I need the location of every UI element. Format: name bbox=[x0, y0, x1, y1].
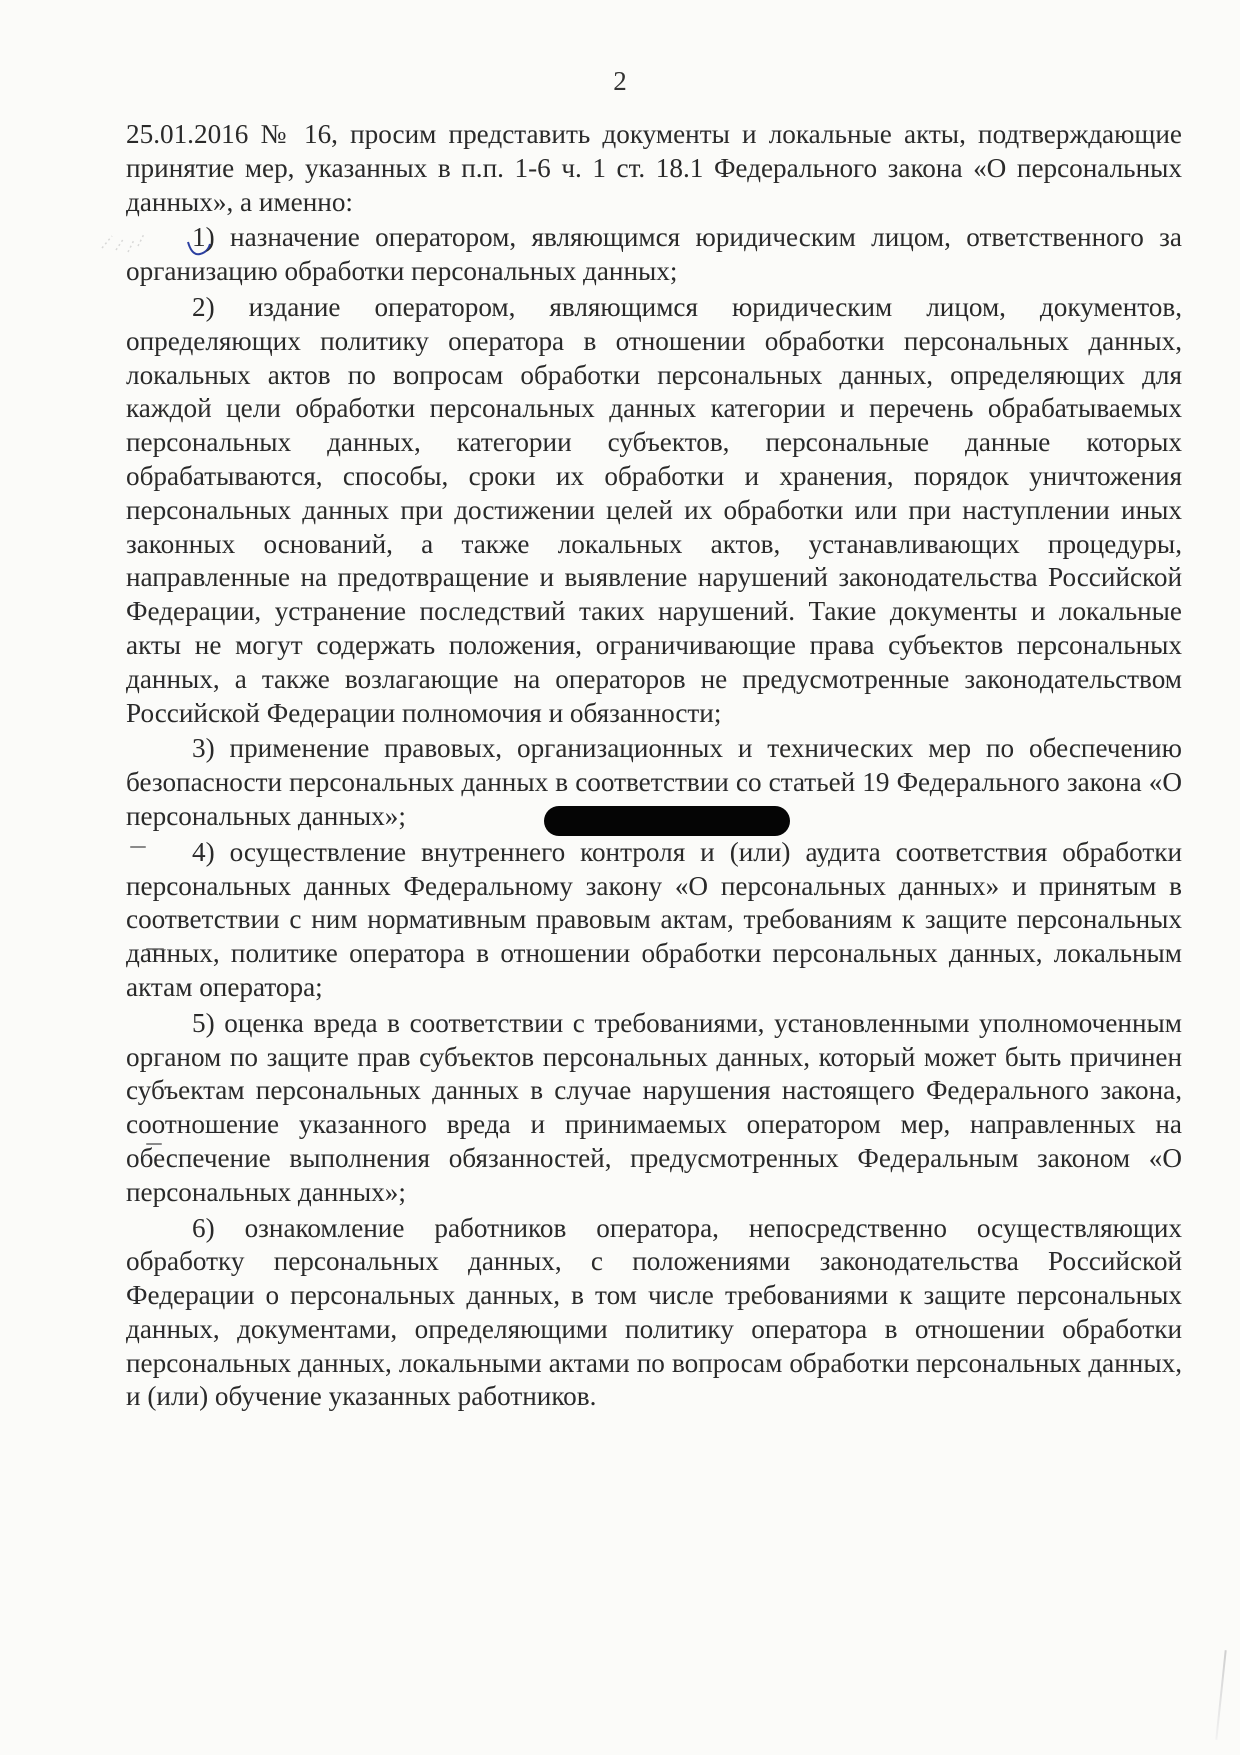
intro-paragraph: 25.01.2016 № 16, просим представить документы и локальные акты, подтверждающие принятие мер, указанных в п.п. 1-6 ч. 1 ст. 18.1 Федерального закона «О персональных данных», а именно: bbox=[126, 119, 1182, 217]
list-item: 4) осуществление внутреннего контроля и (или) аудита соответствия обработки персональных данных Федеральному закону «О персональных данных» и принятым в соответствии с ним нормативным правовым актам, требованиям к защите персональных данных, политике оператора в отношении обработки персональных данных, локальным актам оператора; bbox=[126, 836, 1182, 1002]
list-item: 1) назначение оператором, являющимся юридическим лицом, ответственного за организацию обработки персональных данных; bbox=[126, 222, 1182, 287]
page-number: 2 bbox=[613, 66, 627, 96]
list-item: 6) ознакомление работников оператора, непосредственно осуществляющих обработку персональных данных, с положениями законодательства Российской Федерации о персональных данных, в том числе требованиями к защите персональных данных, документами, определяющими политику оператора в отношении обработки персональных данных, локальными актами по вопросам обработки персональных данных, и (или) обучение указанных работников. bbox=[126, 1212, 1182, 1412]
list-item: 2) издание оператором, являющимся юридическим лицом, документов, определяющих политику оператора в отношении обработки персональных данных, локальных актов по вопросам обработки персональных данных, определяющих для каждой цели обработки персональных данных категории и перечень обрабатываемых персональных данных, категории субъектов, персональные данные которых обрабатываются, способы, сроки их обработки и хранения, порядок уничтожения персональных данных при достижении целей их обработки или при наступлении иных законных оснований, а также локальных актов, устанавливающих процедуры, направленные на предотвращение и выявление нарушений законодательства Российской Федерации, устранение последствий таких нарушений. Такие документы и локальные акты не могут содержать положения, ограничивающие права субъектов персональных данных, а также возлагающие на операторов не предусмотренные законодательством Российской Федерации полномочия и обязанности; bbox=[126, 291, 1182, 728]
list-item: 3) применение правовых, организационных и технических мер по обеспечению безопасности персональных данных в соответствии со статьей 19 Федерального закона «О персональных данных»; bbox=[126, 733, 1182, 831]
scan-edge-line bbox=[1215, 1650, 1226, 1740]
redaction-block bbox=[544, 806, 790, 836]
document-body bbox=[126, 118, 1182, 1416]
list-item: 5) оценка вреда в соответствии с требованиями, установленными уполномоченным органом по защите прав субъектов персональных данных, который может быть причинен субъектам персональных данных в случае нарушения настоящего Федерального закона, соотношение указанного вреда и принимаемых оператором мер, направленных на обеспечение выполнения обязанностей, предусмотренных Федеральным законом «О персональных данных»; bbox=[126, 1007, 1182, 1207]
